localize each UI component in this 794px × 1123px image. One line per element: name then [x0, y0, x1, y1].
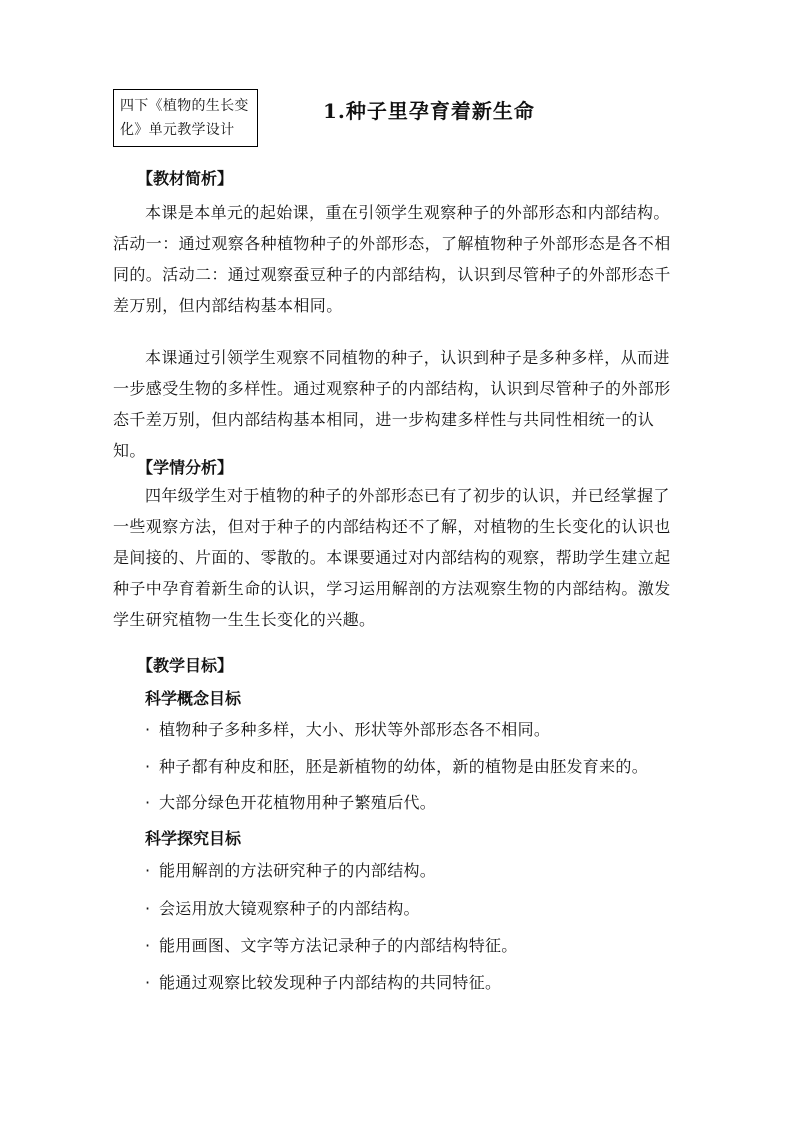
student-analysis-heading: 【学情分析】	[137, 458, 234, 477]
inquiry-goal-text: 能用解剖的方法研究种子的内部结构。	[159, 861, 437, 880]
inquiry-goal-item	[145, 933, 518, 956]
material-analysis-paragraph-1: 本课是本单元的起始课，重在引领学生观察种子的外部形态和内部结构。活动一：通过观察各种植物种子的外部形态，了解植物种子外部形态是各不相同的。活动二：通过观察蚕豆种子的内部结构，认识到尽管种子的外部形态千差万别，但内部结构基本相同。	[113, 203, 671, 315]
bullet-icon: ·	[145, 793, 151, 812]
unit-label-box	[113, 89, 258, 147]
concept-goal-item	[145, 717, 550, 740]
bullet-icon: ·	[145, 861, 151, 880]
bullet-icon: ·	[145, 936, 151, 955]
inquiry-goals-heading: 科学探究目标	[145, 829, 242, 848]
bullet-icon: ·	[145, 720, 151, 739]
inquiry-goal-item	[145, 858, 436, 881]
concept-goal-item	[145, 790, 436, 813]
page-title: 1.种子里孕育着新生命	[323, 99, 535, 123]
inquiry-goal-item	[145, 896, 420, 919]
concept-goal-text: 种子都有种皮和胚，胚是新植物的幼体，新的植物是由胚发育来的。	[159, 757, 649, 776]
concept-goal-item	[145, 754, 648, 777]
inquiry-goal-text: 能用画图、文字等方法记录种子的内部结构特征。	[159, 936, 518, 955]
unit-label-line2: 化》单元教学设计	[120, 122, 235, 138]
bullet-icon: ·	[145, 899, 151, 918]
concept-goal-text: 大部分绿色开花植物用种子繁殖后代。	[159, 793, 437, 812]
inquiry-goal-item	[145, 970, 501, 993]
inquiry-goal-text: 能通过观察比较发现种子内部结构的共同特征。	[159, 973, 502, 992]
unit-label-line1: 四下《植物的生长变	[120, 98, 249, 114]
concept-goals-heading: 科学概念目标	[145, 689, 242, 708]
material-analysis-heading: 【教材简析】	[137, 169, 234, 188]
teaching-goals-heading: 【教学目标】	[137, 656, 234, 675]
inquiry-goal-text: 会运用放大镜观察种子的内部结构。	[159, 899, 420, 918]
bullet-icon: ·	[145, 973, 151, 992]
student-analysis-paragraph: 四年级学生对于植物的种子的外部形态已有了初步的认识，并已经掌握了一些观察方法，但对于种子的内部结构还不了解，对植物的生长变化的认识也是间接的、片面的、零散的。本课要通过对内部结构的观察，帮助学生建立起种子中孕育着新生命的认识，学习运用解剖的方法观察生物的内部结构。激发学生研究植物一生生长变化的兴趣。	[113, 486, 671, 629]
concept-goal-text: 植物种子多种多样，大小、形状等外部形态各不相同。	[159, 720, 551, 739]
material-analysis-paragraph-2: 本课通过引领学生观察不同植物的种子，认识到种子是多种多样，从而进一步感受生物的多样性。通过观察种子的内部结构，认识到尽管种子的外部形态千差万别，但内部结构基本相同，进一步构建多样性与共同性相统一的认知。	[113, 348, 671, 460]
bullet-icon: ·	[145, 757, 151, 776]
